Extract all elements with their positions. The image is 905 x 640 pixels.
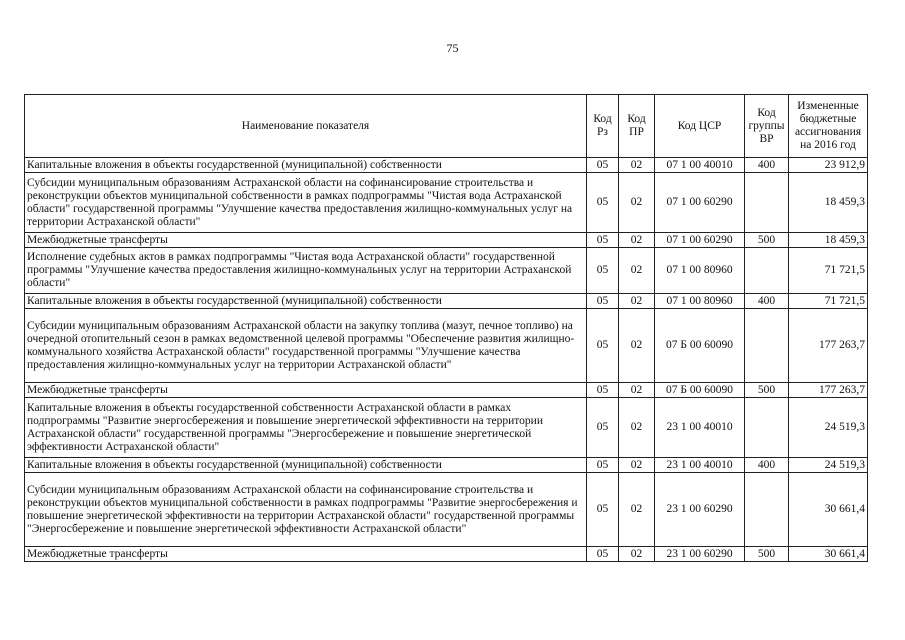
row-name: Исполнение судебных актов в рамках подпрограммы "Чистая вода Астраханской области" государственной программы "Улучшение качества предоставления жилищно-коммунальных услуг на территории Астраханской области" [25, 248, 587, 294]
row-pr: 02 [619, 158, 655, 173]
row-pr: 02 [619, 547, 655, 562]
row-rz: 05 [587, 458, 619, 473]
row-name: Капитальные вложения в объекты государственной собственности Астраханской области в рамках подпрограммы "Развитие энергосбережения и повышение энергетической эффективности на территории Астраханской области" государственной программы "Энергосбережение и повышение энергетической эффективности Астраханской области" [25, 398, 587, 458]
row-vr [745, 473, 789, 547]
row-pr: 02 [619, 398, 655, 458]
row-csr: 07 Б 00 60090 [655, 309, 745, 383]
row-pr: 02 [619, 473, 655, 547]
row-vr: 500 [745, 547, 789, 562]
row-rz: 05 [587, 383, 619, 398]
header-vr: Код группы ВР [745, 95, 789, 158]
table-row [25, 309, 868, 383]
table-row [25, 547, 868, 562]
row-vr [745, 173, 789, 233]
row-name: Субсидии муниципальным образованиям Астраханской области на софинансирование строительства и реконструкции объектов муниципальной собственности в рамках подпрограммы "Чистая вода Астраханской области" государственной программы "Улучшение качества предоставления жилищно-коммунальных услуг на территории Астраханской области" [25, 173, 587, 233]
row-rz: 05 [587, 547, 619, 562]
row-amount: 18 459,3 [789, 173, 868, 233]
table-row [25, 473, 868, 547]
row-vr: 500 [745, 233, 789, 248]
row-csr: 07 1 00 60290 [655, 233, 745, 248]
row-pr: 02 [619, 458, 655, 473]
row-vr: 500 [745, 383, 789, 398]
row-name: Межбюджетные трансферты [25, 547, 587, 562]
row-amount: 177 263,7 [789, 383, 868, 398]
table-row [25, 294, 868, 309]
row-rz: 05 [587, 248, 619, 294]
row-csr: 07 Б 00 60090 [655, 383, 745, 398]
table-row [25, 248, 868, 294]
row-amount: 71 721,5 [789, 248, 868, 294]
row-amount: 23 912,9 [789, 158, 868, 173]
row-amount: 24 519,3 [789, 398, 868, 458]
row-rz: 05 [587, 158, 619, 173]
row-csr: 23 1 00 40010 [655, 458, 745, 473]
row-amount: 30 661,4 [789, 547, 868, 562]
row-csr: 23 1 00 60290 [655, 473, 745, 547]
row-amount: 71 721,5 [789, 294, 868, 309]
row-vr [745, 309, 789, 383]
row-amount: 177 263,7 [789, 309, 868, 383]
row-name: Субсидии муниципальным образованиям Астраханской области на закупку топлива (мазут, печное топливо) на очередной отопительный сезон в рамках ведомственной целевой программы "Обеспечение развития жилищно-коммунального хозяйства Астраханской области" государственной программы "Улучшение качества предоставления жилищно-коммунальных услуг на территории Астраханской области" [25, 309, 587, 383]
row-csr: 23 1 00 60290 [655, 547, 745, 562]
row-amount: 30 661,4 [789, 473, 868, 547]
table-row [25, 383, 868, 398]
row-pr: 02 [619, 309, 655, 383]
row-pr: 02 [619, 173, 655, 233]
row-rz: 05 [587, 473, 619, 547]
table-row [25, 458, 868, 473]
header-rz: Код Рз [587, 95, 619, 158]
row-rz: 05 [587, 173, 619, 233]
row-name: Капитальные вложения в объекты государственной (муниципальной) собственности [25, 458, 587, 473]
row-name: Межбюджетные трансферты [25, 383, 587, 398]
row-pr: 02 [619, 233, 655, 248]
table-row [25, 398, 868, 458]
row-pr: 02 [619, 294, 655, 309]
row-name: Субсидии муниципальным образованиям Астраханской области на софинансирование строительства и реконструкции объектов муниципальной собственности в рамках подпрограммы "Развитие энергосбережения и повышение энергетической эффективности на территории Астраханской области" государственной программы "Энергосбережение и повышение энергетической эффективности Астраханской области" [25, 473, 587, 547]
row-rz: 05 [587, 309, 619, 383]
header-name: Наименование показателя [25, 95, 587, 158]
row-rz: 05 [587, 233, 619, 248]
header-csr: Код ЦСР [655, 95, 745, 158]
row-csr: 07 1 00 60290 [655, 173, 745, 233]
table-row [25, 158, 868, 173]
row-rz: 05 [587, 398, 619, 458]
row-vr: 400 [745, 294, 789, 309]
row-amount: 18 459,3 [789, 233, 868, 248]
row-name: Капитальные вложения в объекты государственной (муниципальной) собственности [25, 294, 587, 309]
row-rz: 05 [587, 294, 619, 309]
table-row [25, 233, 868, 248]
row-name: Капитальные вложения в объекты государственной (муниципальной) собственности [25, 158, 587, 173]
row-vr [745, 248, 789, 294]
budget-table [24, 94, 868, 562]
row-vr [745, 398, 789, 458]
row-name: Межбюджетные трансферты [25, 233, 587, 248]
header-amount: Измененные бюджетные ассигнования на 2016 год [789, 95, 868, 158]
row-pr: 02 [619, 383, 655, 398]
header-pr: Код ПР [619, 95, 655, 158]
row-csr: 23 1 00 40010 [655, 398, 745, 458]
row-pr: 02 [619, 248, 655, 294]
row-csr: 07 1 00 40010 [655, 158, 745, 173]
page-number: 75 [446, 41, 459, 55]
table-header-row [25, 95, 868, 158]
row-csr: 07 1 00 80960 [655, 248, 745, 294]
row-vr: 400 [745, 458, 789, 473]
row-vr: 400 [745, 158, 789, 173]
row-amount: 24 519,3 [789, 458, 868, 473]
row-csr: 07 1 00 80960 [655, 294, 745, 309]
table-row [25, 173, 868, 233]
